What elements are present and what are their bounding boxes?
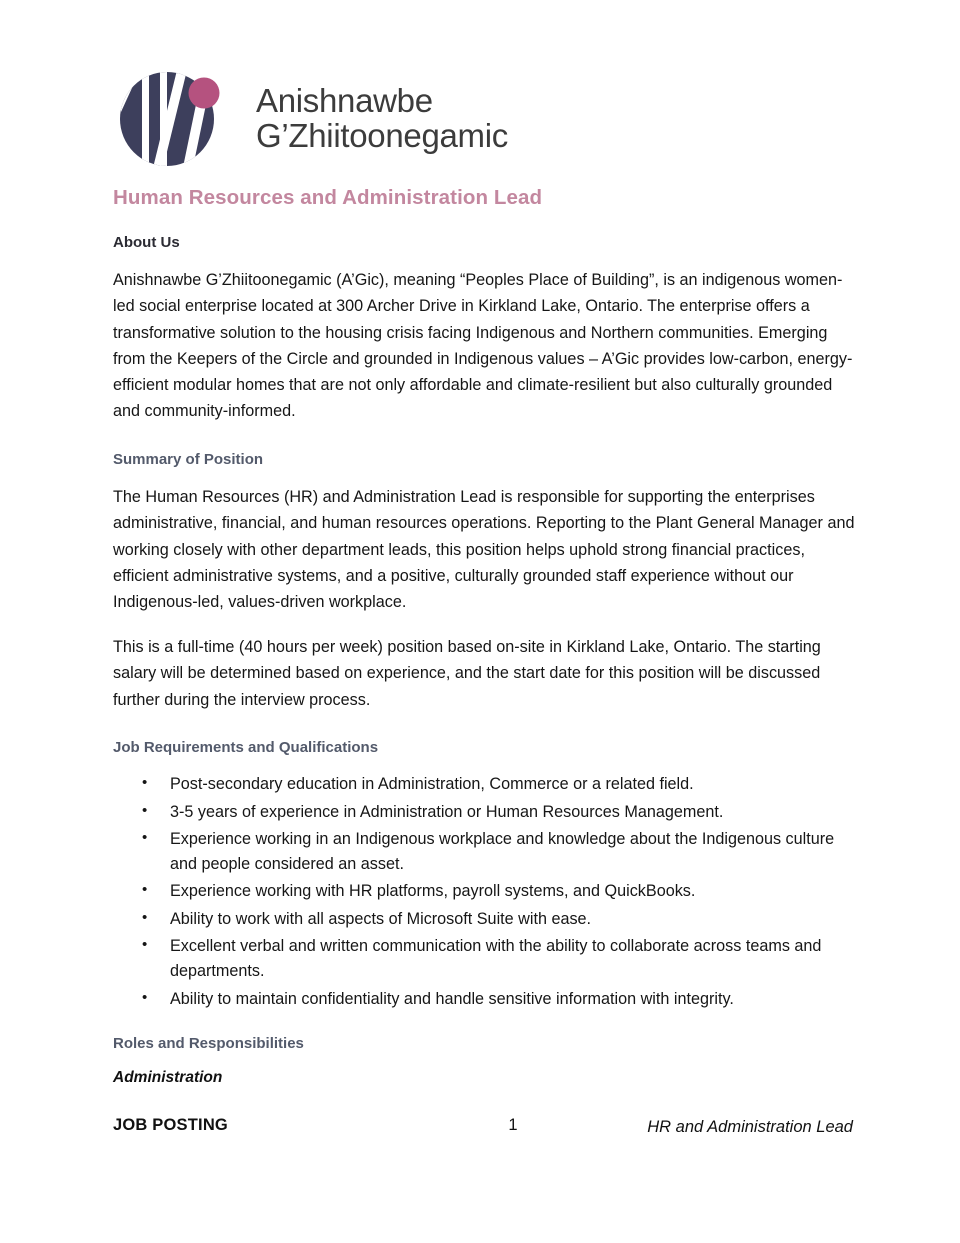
heading-summary-of-position: Summary of Position [113, 450, 264, 468]
company-logo [112, 72, 508, 166]
anishnawbe-gzhiitoonegamic-logo-mark [112, 72, 240, 166]
heading-job-requirements: Job Requirements and Qualifications [113, 738, 379, 756]
logo-wordmark-line2: G’Zhiitoonegamic [256, 117, 508, 154]
list-item: • Ability to work with all aspects of Microsoft Suite with ease. [170, 907, 855, 932]
heading-about-us: About Us [113, 233, 180, 251]
page-title: Human Resources and Administration Lead [113, 186, 543, 209]
list-item: • Experience working in an Indigenous workplace and knowledge about the Indigenous culture and people considered an asset. [170, 827, 855, 878]
heading-roles-and-responsibilities: Roles and Responsibilities [113, 1034, 304, 1052]
subheading-administration: Administration [113, 1069, 223, 1087]
document-content [113, 185, 855, 1098]
footer-page-number: 1 [508, 1116, 518, 1134]
paragraph-summary-1: The Human Resources (HR) and Administration Lead is responsible for supporting the enterprises administrative, financial, and human resources operations. Reporting to the Plant General Manager and working closely with other department leads, this position helps uphold strong financial practices, efficient administrative systems, and a positive, culturally grounded staff experience without our Indigenous-led, values-driven workplace. [113, 488, 855, 611]
logo-pink-circle [189, 78, 220, 109]
footer-right-label: HR and Administration Lead [647, 1118, 853, 1136]
list-item: • Excellent verbal and written communication with the ability to collaborate across teams and departments. [170, 934, 855, 985]
list-item: • 3-5 years of experience in Administration or Human Resources Management. [170, 800, 855, 825]
logo-wordmark-line1: Anishnawbe [256, 82, 433, 120]
list-item: • Ability to maintain confidentiality and handle sensitive information with integrity. [170, 987, 855, 1012]
paragraph-summary-2: This is a full-time (40 hours per week) position based on-site in Kirkland Lake, Ontario. The starting salary will be determined based on experience, and the start date for this position will be discussed further during the interview process. [113, 638, 821, 709]
footer-left-label: JOB POSTING [113, 1116, 228, 1134]
logo-wordmark [256, 84, 508, 154]
paragraph-about-us: Anishnawbe G’Zhiitoonegamic (A’Gic), meaning “Peoples Place of Building”, is an indigenous women-led social enterprise located at 300 Archer Drive in Kirkland Lake, Ontario. The enterprise offers a transformative solution to the housing crisis facing Indigenous and Northern communities. Emerging from the Keepers of the Circle and grounded in Indigenous values – A’Gic provides low-carbon, energy-efficient modular homes that are not only affordable and climate-resilient but also culturally grounded and community-informed. [113, 271, 853, 421]
list-item: • Experience working with HR platforms, payroll systems, and QuickBooks. [170, 879, 855, 904]
job-requirements-list [113, 772, 855, 1011]
list-item: • Post-secondary education in Administration, Commerce or a related field. [170, 772, 855, 797]
page-footer [113, 1116, 853, 1139]
